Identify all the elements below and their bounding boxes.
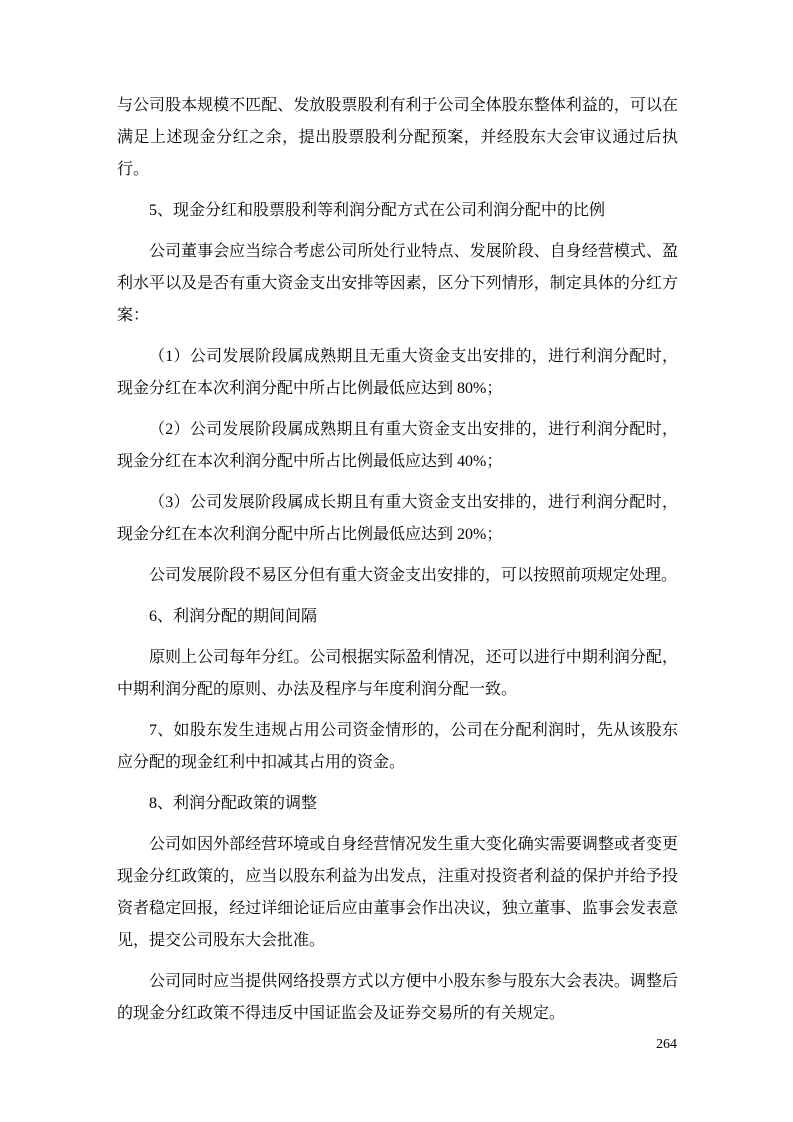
para-item-7-fund-occupation: 7、如股东发生违规占用公司资金情形的，公司在分配利润时，先从该股东应分配的现金红利中扣减其占用的资金。 xyxy=(117,722,678,771)
heading-section-8: 8、利润分配政策的调整 xyxy=(149,795,318,812)
para-item-1-mature-no-major-expenditure: （1）公司发展阶段属成熟期且无重大资金支出安排的，进行利润分配时，现金分红在本次利润分配中所占比例最低应达到 80%； xyxy=(117,348,678,397)
para-item-3-growth-major-expenditure: （3）公司发展阶段属成长期且有重大资金支出安排的，进行利润分配时，现金分红在本次利润分配中所占比例最低应达到 20%； xyxy=(117,494,678,543)
para-annual-dividend-interval: 原则上公司每年分红。公司根据实际盈利情况，还可以进行中期利润分配，中期利润分配的原则、办法及程序与年度利润分配一致。 xyxy=(117,649,678,698)
para-item-2-mature-major-expenditure: （2）公司发展阶段属成熟期且有重大资金支出安排的，进行利润分配时，现金分红在本次利润分配中所占比例最低应达到 40%； xyxy=(117,421,678,470)
para-online-voting-regulation: 公司同时应当提供网络投票方式以方便中小股东参与股东大会表决。调整后的现金分红政策不得违反中国证监会及证券交易所的有关规定。 xyxy=(117,973,678,1022)
heading-section-5: 5、现金分红和股票股利等利润分配方式在公司利润分配中的比例 xyxy=(149,202,606,219)
para-policy-adjustment: 公司如因外部经营环境或自身经营情况发生重大变化确实需要调整或者变更现金分红政策的，应当以股东利益为出发点，注重对投资者利益的保护并给予投资者稳定回报，经过详细论证后应由董事会作出决议，独立董事、监事会发表意见，提交公司股东大会批准。 xyxy=(117,836,678,949)
para-stock-dividend-continuation: 与公司股本规模不匹配、发放股票股利有利于公司全体股东整体利益的，可以在满足上述现金分红之余，提出股票股利分配预案，并经股东大会审议通过后执行。 xyxy=(117,97,678,178)
heading-section-6: 6、利润分配的期间间隔 xyxy=(149,608,318,625)
document-body xyxy=(117,90,678,1039)
page-number: 264 xyxy=(656,1037,677,1052)
para-stage-indistinct: 公司发展阶段不易区分但有重大资金支出安排的，可以按照前项规定处理。 xyxy=(149,567,678,584)
para-board-considerations: 公司董事会应当综合考虑公司所处行业特点、发展阶段、自身经营模式、盈利水平以及是否有重大资金支出安排等因素，区分下列情形，制定具体的分红方案： xyxy=(117,243,678,324)
